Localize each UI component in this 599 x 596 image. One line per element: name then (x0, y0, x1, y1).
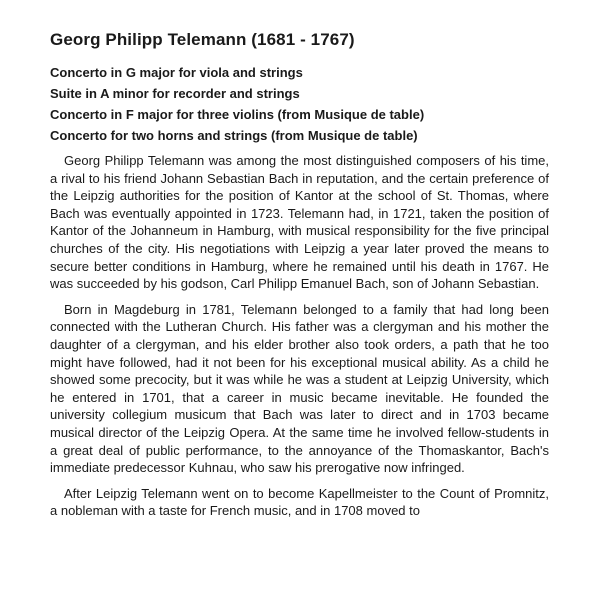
body-paragraph: Georg Philipp Telemann was among the most distinguished composers of his time, a rival to his friend Johann Sebastian Bach in reputation, and the certain preference of the Leipzig authorities for the position of Kantor at the school of St. Thomas, where Bach was eventually appointed in 1723. Telemann had, in 1721, taken the position of Kantor of the Johanneum in Hamburg, with musical responsibility for the five principal churches of the city. His negotiations with Leipzig a year later proved the means to secure better conditions in Hamburg, where he remained until his death in 1767. He was succeeded by his godson, Carl Philipp Emanuel Bach, son of Johann Sebastian. (50, 153, 549, 292)
work-item: Concerto in G major for viola and strings (50, 65, 303, 80)
body-paragraph: Born in Magdeburg in 1781, Telemann belonged to a family that had long been connected with the Lutheran Church. His father was a clergyman and his mother the daughter of a clergyman, and his elder brother also took orders, a path that he too might have followed, had it not been for his exceptional musical ability. As a child he showed some precocity, but it was while he was a student at Leipzig University, which he entered in 1701, that a career in music became inevitable. He founded the university collegium musicum that Bach was later to direct and in 1703 became musical director of the Leipzig Opera. At the same time he involved fellow-students in a great deal of public performance, to the annoyance of the Thomaskantor, Bach's immediate predecessor Kuhnau, who saw his prerogative now infringed. (50, 301, 549, 476)
works-list (50, 62, 549, 146)
work-item: Concerto in F major for three violins (from Musique de table) (50, 107, 425, 122)
body-paragraph: After Leipzig Telemann went on to become Kapellmeister to the Count of Promnitz, a nobleman with a taste for French music, and in 1708 moved to (50, 485, 549, 519)
page-title: Georg Philipp Telemann (1681 - 1767) (50, 30, 355, 49)
work-item: Suite in A minor for recorder and strings (50, 86, 300, 101)
work-item: Concerto for two horns and strings (from Musique de table) (50, 128, 418, 143)
